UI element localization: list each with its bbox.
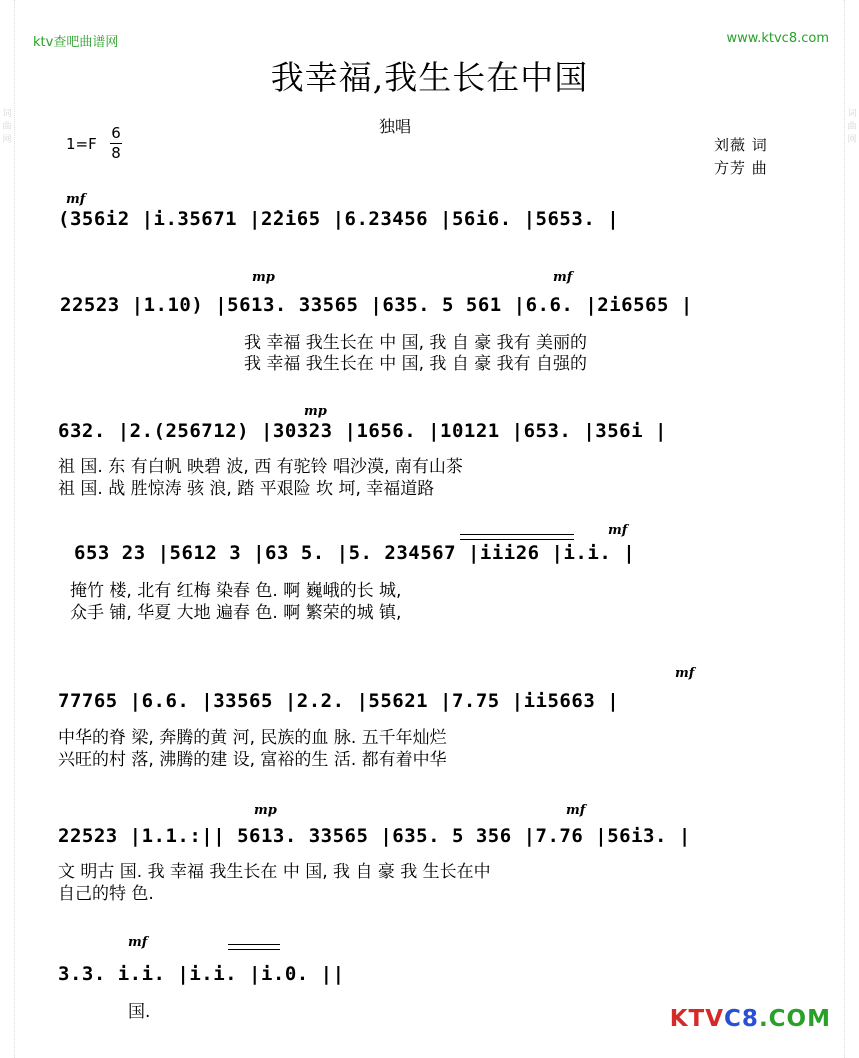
site-url-right[interactable]: www.ktvc8.com — [726, 31, 829, 46]
lyric-line: 自己的特 色. — [58, 884, 154, 904]
song-subtitle: 独唱 — [379, 117, 412, 136]
lyric-line: 祖 国. 战 胜惊涛 骇 浪, 踏 平艰险 坎 坷, 幸福道路 — [58, 479, 435, 499]
time-signature-bottom: 8 — [111, 144, 121, 162]
dynamic-mark: mf — [608, 523, 628, 538]
lyric-line: 祖 国. 东 有白帆 映碧 波, 西 有驼铃 唱沙漠, 南有山茶 — [58, 457, 463, 477]
song-title: 我幸福,我生长在中国 — [270, 58, 589, 97]
notation-row-1: (356i2 |i.35671 |2̇2̇i65 |6.23456 |56i6. |5653. | — [58, 208, 620, 230]
lyric-line: 众手 铺, 华夏 大地 遍春 色. 啊 繁荣的城 镇, — [70, 603, 402, 623]
notation-row-4: 653 23 |5612 3 |63 5. |5. 234567 |iii26 |i.i. | — [74, 542, 636, 564]
lyric-line: 兴旺的村 落, 沸腾的建 设, 富裕的生 活. 都有着中华 — [58, 750, 447, 770]
dynamic-mark: mf — [553, 270, 573, 285]
lyric-line: 我 幸福 我生长在 中 国, 我 自 豪 我有 自强的 — [244, 354, 588, 374]
notation-row-5: 77765 |6.6. |33565 |2.2. |55621 |7.75 |ii5663 | — [58, 690, 620, 712]
dynamic-mark: mf — [566, 803, 586, 818]
time-signature — [110, 124, 122, 163]
notation-row-7: 3.3. i.i. |i.i. |i.0. || — [58, 963, 345, 985]
right-margin-strip: 词 曲 网 — [844, 0, 859, 1058]
lyric-line: 掩竹 楼, 北有 红梅 染春 色. 啊 巍峨的长 城, — [70, 581, 402, 601]
dynamic-mark: mp — [254, 803, 277, 818]
notation-row-2: 22523 |1.10) |5613. 33565 |635. 5 561 |6.6. |2i6565 | — [60, 294, 693, 316]
dynamic-mark: mp — [252, 270, 275, 285]
lyric-line: 我 幸福 我生长在 中 国, 我 自 豪 我有 美丽的 — [244, 333, 588, 353]
left-margin-strip: 词 曲 网 — [0, 0, 15, 1058]
time-signature-top: 6 — [111, 124, 121, 142]
dynamic-mark: mf — [128, 935, 148, 950]
key-signature: 1=F — [66, 135, 97, 153]
dynamic-mark: mf — [66, 192, 86, 207]
notation-row-6: 22523 |1.1.:|| 5613. 33565 |635. 5 356 |7.76 |56i3. | — [58, 825, 691, 847]
lyricist-credit: 刘薇 词 — [714, 136, 768, 154]
lyric-line: 中华的脊 梁, 奔腾的黄 河, 民族的血 脉. 五千年灿烂 — [58, 728, 447, 748]
site-name-left[interactable]: ktv查吧曲谱网 — [33, 35, 119, 50]
dynamic-mark: mf — [675, 666, 695, 681]
composer-credit: 方芳 曲 — [714, 159, 768, 177]
lyric-line: 国. — [128, 1002, 151, 1022]
ktvc8-logo: KTVC8.COM — [669, 1006, 831, 1032]
lyric-line: 文 明古 国. 我 幸福 我生长在 中 国, 我 自 豪 我 生长在中 — [58, 862, 491, 882]
dynamic-mark: mp — [304, 404, 327, 419]
notation-row-3: 632. |2.(256712) |30323 |1656. |10121 |653. |356i | — [58, 420, 667, 442]
